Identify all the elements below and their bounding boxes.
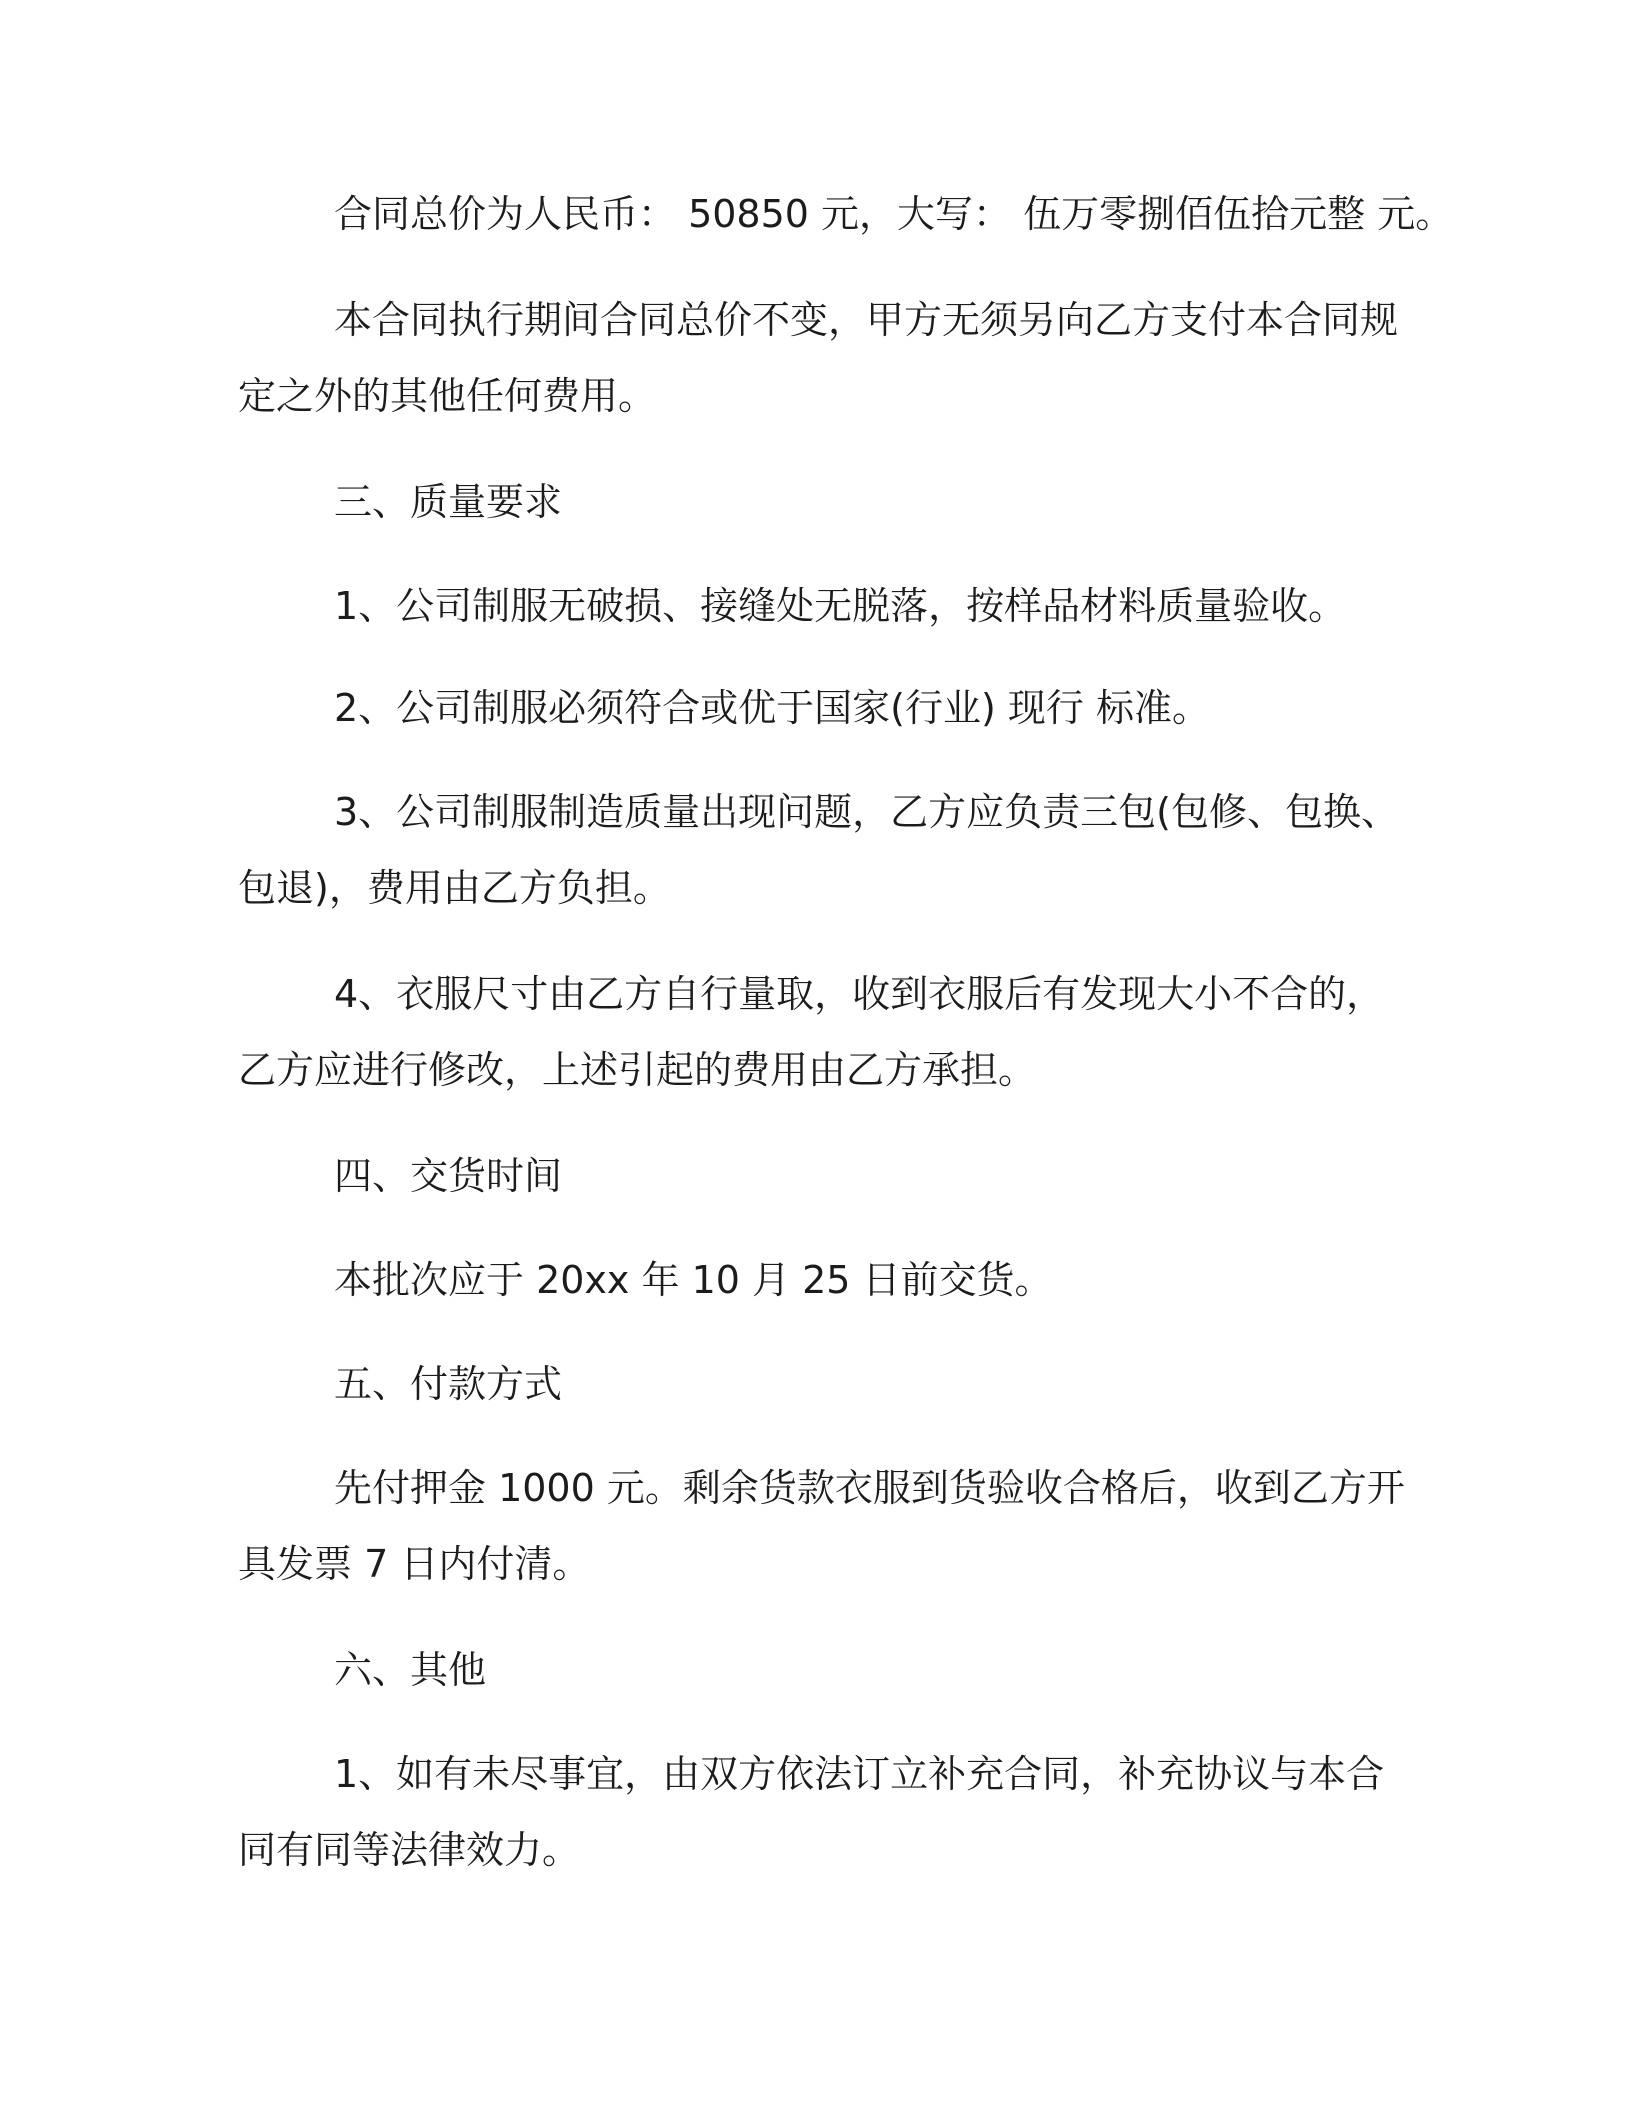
contract-price-line: 合同总价为人民币： 50850 元，大写： 伍万零捌佰伍拾元整 元。 [334, 192, 1454, 236]
quality-item-4-line-1: 4、衣服尺寸由乙方自行量取，收到衣服后有发现大小不合的， [334, 972, 1385, 1016]
payment-paragraph [238, 1450, 1418, 1602]
delivery-paragraph [238, 1242, 1418, 1318]
delivery-heading: 四、交货时间 [334, 1154, 563, 1198]
payment-heading: 五、付款方式 [334, 1362, 563, 1406]
quality-heading: 三、质量要求 [334, 480, 563, 524]
quality-item-4-line-2: 乙方应进行修改，上述引起的费用由乙方承担。 [238, 1048, 1037, 1092]
other-item-1-line-2: 同有同等法律效力。 [238, 1828, 581, 1872]
other-item-1 [238, 1736, 1418, 1888]
payment-line-2: 具发票 7 日内付清。 [238, 1542, 591, 1586]
quality-item-2-text: 2、公司制服必须符合或优于国家(行业) 现行 标准。 [334, 686, 1210, 730]
quality-item-4 [238, 956, 1418, 1108]
fixed-price-line-1: 本合同执行期间合同总价不变，甲方无须另向乙方支付本合同规 [334, 298, 1399, 342]
quality-item-3-line-2: 包退)，费用由乙方负担。 [238, 866, 671, 910]
delivery-text: 本批次应于 20xx 年 10 月 25 日前交货。 [334, 1258, 1053, 1302]
quality-item-2 [238, 670, 1418, 746]
quality-item-3-line-1: 3、公司制服制造质量出现问题，乙方应负责三包(包修、包换、 [334, 790, 1400, 834]
other-heading: 六、其他 [334, 1648, 487, 1692]
quality-item-1 [238, 568, 1418, 644]
quality-item-1-text: 1、公司制服无破损、接缝处无脱落，按样品材料质量验收。 [334, 584, 1347, 628]
contract-price-paragraph [238, 176, 1454, 252]
other-item-1-line-1: 1、如有未尽事宜，由双方依法订立补充合同，补充协议与本合 [334, 1752, 1385, 1796]
fixed-price-line-2: 定之外的其他任何费用。 [238, 374, 657, 418]
payment-line-1: 先付押金 1000 元。剩余货款衣服到货验收合格后，收到乙方开 [334, 1466, 1405, 1510]
quality-item-3 [238, 774, 1418, 926]
fixed-price-paragraph [238, 282, 1418, 434]
